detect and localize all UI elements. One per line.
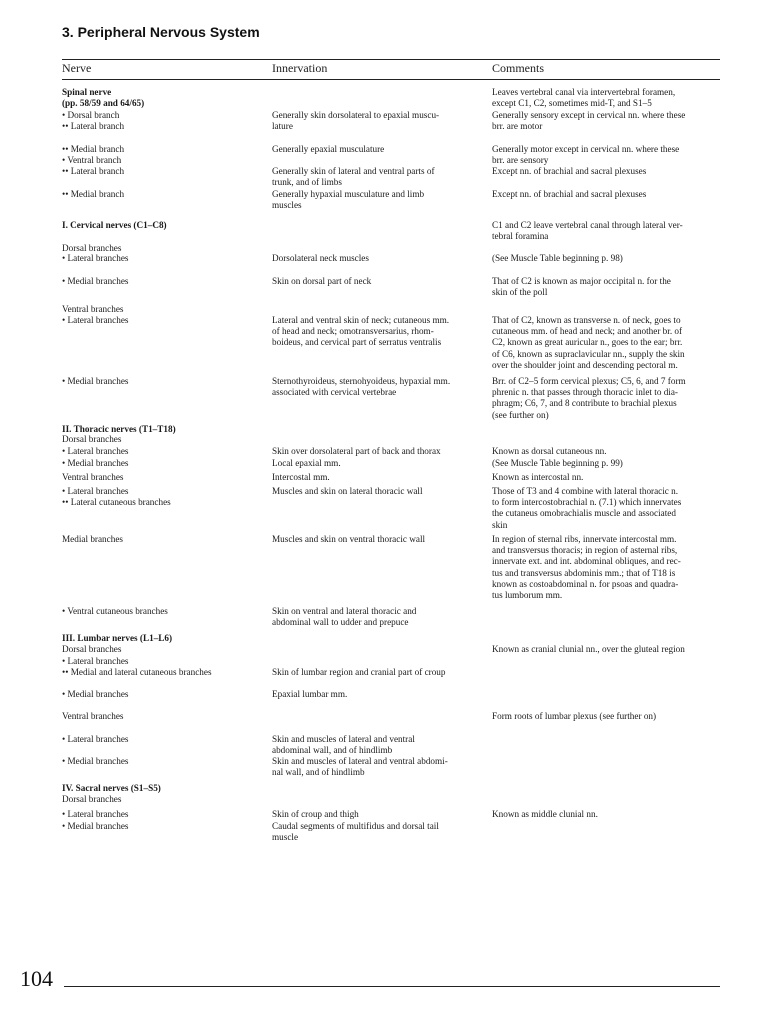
- nerve-cell: IV. Sacral nerves (S1–S5): [62, 783, 161, 793]
- nerve-cell: • Medial branches: [62, 756, 129, 766]
- innervation-cell: Skin and muscles of lateral and ventral abdominal wall, and of hindlimb: [272, 734, 415, 756]
- nerve-cell: Ventral branches: [62, 711, 124, 721]
- section-title: 3. Peripheral Nervous System: [62, 24, 260, 40]
- nerve-cell: • Dorsal branch: [62, 110, 120, 120]
- nerve-cell: • Lateral branches: [62, 486, 129, 496]
- nerve-cell: • Medial branches: [62, 821, 129, 831]
- page-number: 104: [20, 966, 53, 991]
- innervation-cell: Generally skin dorsolateral to epaxial muscu- lature: [272, 110, 440, 132]
- innervation-cell: Skin on ventral and lateral thoracic and abdominal wall to udder and prepuce: [272, 606, 417, 628]
- nerve-cell: • Medial branches: [62, 276, 129, 286]
- nerve-cell: •• Medial and lateral cutaneous branches: [62, 667, 212, 677]
- comments-cell: Known as intercostal nn.: [492, 472, 584, 482]
- comments-cell: Except nn. of brachial and sacral plexuses: [492, 189, 647, 199]
- innervation-cell: Skin on dorsal part of neck: [272, 276, 372, 286]
- nerve-cell: Medial branches: [62, 534, 123, 544]
- innervation-cell: Lateral and ventral skin of neck; cutaneous mm. of head and neck; omotransversarius, rhom- boideus, and cervical part of serratus ventralis: [272, 315, 450, 348]
- nerve-cell: • Ventral branch: [62, 155, 122, 165]
- column-header-innervation: Innervation: [272, 61, 328, 75]
- footer-rule: [64, 986, 720, 987]
- innervation-cell: Caudal segments of multifidus and dorsal tail muscle: [272, 821, 439, 843]
- nerve-cell: •• Lateral cutaneous branches: [62, 497, 171, 507]
- nerve-cell: • Lateral branches: [62, 656, 129, 666]
- nerve-cell: II. Thoracic nerves (T1–T18): [62, 424, 176, 434]
- nerve-cell: • Lateral branches: [62, 734, 129, 744]
- table-top-rule: [62, 59, 720, 60]
- innervation-cell: Muscles and skin on lateral thoracic wall: [272, 486, 423, 496]
- nerve-cell: Dorsal branches: [62, 794, 122, 804]
- comments-cell: (See Muscle Table beginning p. 98): [492, 253, 623, 263]
- column-header-nerve: Nerve: [62, 61, 92, 75]
- nerve-cell: • Medial branches: [62, 689, 129, 699]
- comments-cell: Known as cranial clunial nn., over the gluteal region: [492, 644, 685, 654]
- innervation-cell: Skin of croup and thigh: [272, 809, 359, 819]
- nerve-cell: • Lateral branches: [62, 809, 129, 819]
- comments-cell: Generally motor except in cervical nn. where these brr. are sensory: [492, 144, 680, 166]
- column-header-comments: Comments: [492, 61, 545, 75]
- nerve-cell: •• Medial branch: [62, 144, 125, 154]
- comments-cell: Brr. of C2–5 form cervical plexus; C5, 6, and 7 form phrenic n. that passes through thoracic inlet to dia- phragm; C6, 7, and 8 contribute to brachial plexus (see further on): [492, 376, 686, 420]
- nerve-cell: • Medial branches: [62, 376, 129, 386]
- comments-cell: Generally sensory except in cervical nn. where these brr. are motor: [492, 110, 686, 132]
- nerve-cell: • Lateral branches: [62, 253, 129, 263]
- nerve-cell: (pp. 58/59 and 64/65): [62, 98, 145, 108]
- comments-cell: (See Muscle Table beginning p. 99): [492, 458, 623, 468]
- comments-cell: Except nn. of brachial and sacral plexuses: [492, 166, 647, 176]
- comments-cell: Those of T3 and 4 combine with lateral thoracic n. to form intercostobrachial n. (7.1) which innervates the cutaneus omobrachialis muscle and associated skin: [492, 486, 682, 530]
- innervation-cell: Local epaxial mm.: [272, 458, 341, 468]
- nerve-cell: •• Lateral branch: [62, 121, 125, 131]
- innervation-cell: Muscles and skin on ventral thoracic wall: [272, 534, 426, 544]
- nerve-cell: •• Medial branch: [62, 189, 125, 199]
- innervation-cell: Sternothyroideus, sternohyoideus, hypaxial mm. associated with cervical vertebrae: [272, 376, 451, 398]
- innervation-cell: Dorsolateral neck muscles: [272, 253, 369, 263]
- nerve-cell: Ventral branches: [62, 472, 124, 482]
- nerve-cell: III. Lumbar nerves (L1–L6): [62, 633, 173, 643]
- innervation-cell: Skin of lumbar region and cranial part of croup: [272, 667, 446, 677]
- innervation-cell: Skin and muscles of lateral and ventral abdomi- nal wall, and of hindlimb: [272, 756, 448, 778]
- nerve-cell: • Lateral branches: [62, 446, 129, 456]
- nerve-cell: I. Cervical nerves (C1–C8): [62, 220, 167, 230]
- innervation-cell: Generally skin of lateral and ventral parts of trunk, and of limbs: [272, 166, 435, 188]
- innervation-cell: Intercostal mm.: [272, 472, 330, 482]
- innervation-cell: Skin over dorsolateral part of back and thorax: [272, 446, 441, 456]
- nerve-cell: Ventral branches: [62, 304, 124, 314]
- table-header-rule: [62, 79, 720, 80]
- nerve-cell: • Medial branches: [62, 458, 129, 468]
- nerve-cell: Dorsal branches: [62, 644, 122, 654]
- comments-cell: Form roots of lumbar plexus (see further on): [492, 711, 657, 721]
- comments-cell: Known as dorsal cutaneous nn.: [492, 446, 607, 456]
- nerve-cell: Dorsal branches: [62, 434, 122, 444]
- innervation-cell: Generally hypaxial musculature and limb muscles: [272, 189, 425, 211]
- comments-cell: Leaves vertebral canal via intervertebral foramen, except C1, C2, sometimes mid-T, and S1–5: [492, 87, 676, 109]
- nerve-cell: •• Lateral branch: [62, 166, 125, 176]
- comments-cell: C1 and C2 leave vertebral canal through lateral ver- tebral foramina: [492, 220, 683, 242]
- innervation-cell: Generally epaxial musculature: [272, 144, 385, 154]
- comments-cell: Known as middle clunial nn.: [492, 809, 598, 819]
- comments-cell: That of C2 is known as major occipital n. for the skin of the poll: [492, 276, 671, 298]
- nerve-cell: Spinal nerve: [62, 87, 112, 97]
- nerve-cell: • Ventral cutaneous branches: [62, 606, 168, 616]
- nerve-cell: Dorsal branches: [62, 243, 122, 253]
- nerve-cell: • Lateral branches: [62, 315, 129, 325]
- comments-cell: That of C2, known as transverse n. of neck, goes to cutaneous mm. of head and neck; and another br. of C2, known as great auricular n., goes to the ear; brr. of C6, known as supraclavicular nn., supply the skin over the shoulder joint and descending pectoral m.: [492, 315, 685, 370]
- comments-cell: In region of sternal ribs, innervate intercostal mm. and transversus thoracis; in region of asternal ribs, innervate ext. and int. abdominal obliques, and rec- tus and transversus abdominis mm.; that of T18 is known as costoabdominal n. for psoas and quadra- tus lumborum mm.: [492, 534, 681, 601]
- innervation-cell: Epaxial lumbar mm.: [272, 689, 348, 699]
